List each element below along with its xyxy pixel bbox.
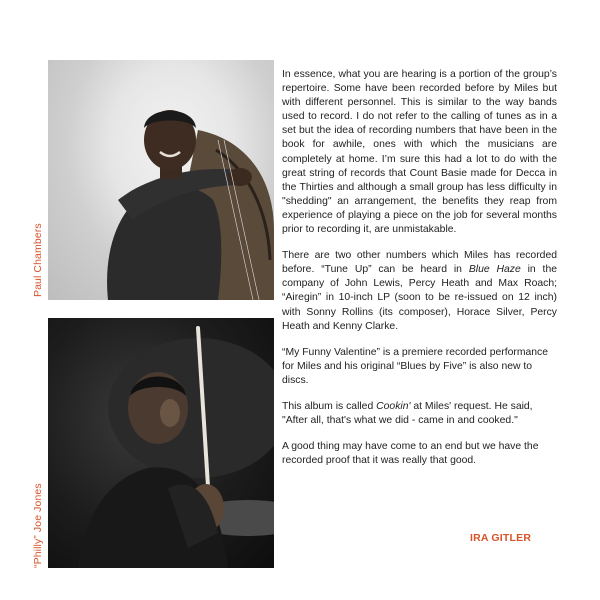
paragraph-cookin-part2: at Miles' request. He said, "After all, that's what we did - came in and cooked." bbox=[282, 400, 533, 427]
paragraph-cookin-part1: This album is called bbox=[282, 400, 377, 412]
philly-joe-jones-image bbox=[48, 318, 274, 568]
photo-caption-philly-joe-jones: “Philly” Joe Jones bbox=[32, 483, 44, 568]
paragraph-funny-valentine: “My Funny Valentine” is a premiere recorded performance for Miles and his original “Blues by Five” is also new to discs. bbox=[282, 346, 549, 386]
liner-notes-text bbox=[282, 68, 557, 480]
photo-caption-paul-chambers: Paul Chambers bbox=[32, 223, 44, 297]
paul-chambers-image bbox=[48, 60, 274, 300]
photo-paul-chambers bbox=[48, 60, 274, 300]
author-signature: IRA GITLER bbox=[470, 532, 532, 544]
paragraph-other-numbers bbox=[282, 249, 557, 334]
paragraph-cookin bbox=[282, 400, 557, 428]
album-title-cookin: Cookin' bbox=[376, 400, 411, 412]
paragraph-other-numbers-part1: There are two other numbers which Miles has recorded before. “Tune Up” can be heard in bbox=[282, 250, 557, 276]
photo-philly-joe-jones bbox=[48, 318, 274, 568]
paragraph-good-thing: A good thing may have come to an end but we have the recorded proof that it was really that good. bbox=[282, 441, 539, 467]
paragraph-other-numbers-part2: in the company of John Lewis, Percy Heath and Max Roach; “Airegin” in 10-inch LP (soon to be re-issued on 12 inch) with Sonny Rollins (its composer), Horace Silver, Percy Heath and Kenny Clarke. bbox=[282, 264, 557, 332]
album-title-blue-haze: Blue Haze bbox=[468, 264, 521, 276]
paragraph-repertoire: In essence, what you are hearing is a portion of the group’s repertoire. Some have been recorded before by Miles but with different personnel. This is similar to the way bands used to record. I do not refer to the calling of tunes as in a set but the idea of recording numbers that have been in the book for awhile, ones with which the musicians are completely at home. I’m sure this had a lot to do with the great string of records that Count Basie made for Decca in the Thirties and although a small group has less difficulty in "shedding" an arrangement, the benefits they reap from experience of playing a piece on the job for several months prior to recording it, are unmistakable. bbox=[282, 69, 557, 236]
